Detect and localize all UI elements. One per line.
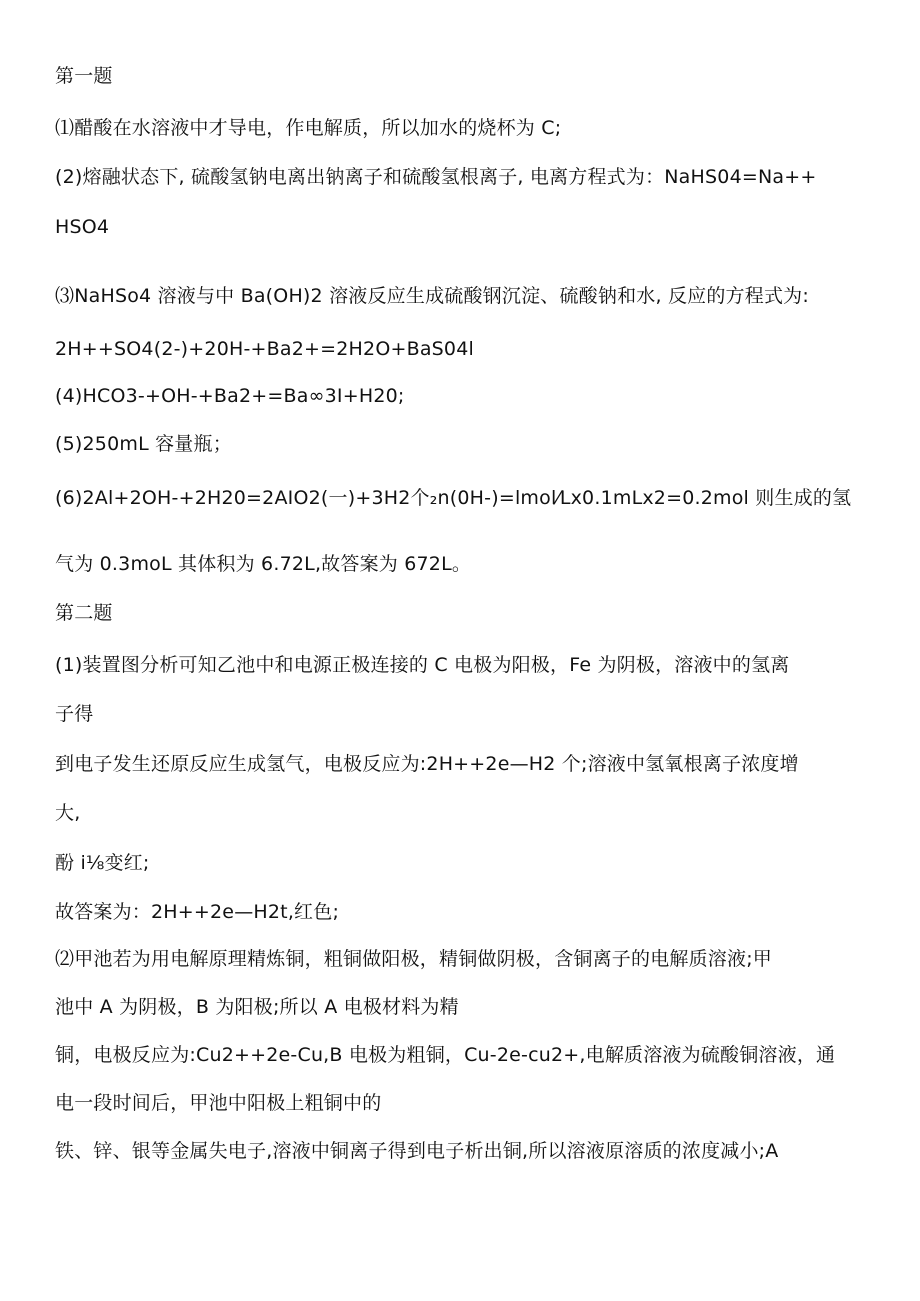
paragraph-line: 铜，电极反应为:Cu2++2e-Cu,B 电极为粗铜，Cu-2e-cu2+,电解质溶液为硫酸铜溶液，通 [55,1044,836,1066]
paragraph-line: 到电子发生还原反应生成氢气，电极反应为:2H++2e—H2 个;溶液中氢氧根离子浓度增 [55,753,799,775]
paragraph-line: 2H++SO4(2-)+20H-+Ba2+=2H2O+BaS04l [55,338,474,360]
paragraph-line: (2)熔融状态下, 硫酸氢钠电离出钠离子和硫酸氢根离子, 电离方程式为：NaHS04=Na++ [55,166,817,188]
paragraph-line: (5)250mL 容量瓶； [55,433,232,455]
paragraph-line: 故答案为：2H++2e—H2t,红色; [55,901,340,923]
paragraph-line: 电一段时间后，甲池中阳极上粗铜中的 [55,1092,382,1114]
paragraph-line: 大, [55,802,81,824]
paragraph-line: ⑶NaHSo4 溶液与中 Ba(OH)2 溶液反应生成硫酸钢沉淀、硫酸钠和水, 反应的方程式为: [55,285,809,307]
paragraph-line: 池中 A 为阴极，B 为阳极;所以 A 电极材料为精 [55,996,459,1018]
paragraph-line: 酚 i⅛变红; [55,852,150,874]
paragraph-line: 气为 0.3moL 其体积为 6.72L,故答案为 672L。 [55,553,472,575]
paragraph-line: 子得 [55,703,94,725]
paragraph-line: (1)装置图分析可知乙池中和电源正极连接的 C 电极为阳极，Fe 为阴极，溶液中的氢离 [55,654,790,676]
paragraph-line: (6)2Al+2OH-+2H20=2AIO2(一)+3H2个₂n(0H-)=lmol⁄Lx0.1mLx2=0.2mol 则生成的氢 [55,487,852,509]
paragraph-line: (4)HCO3-+OH-+Ba2+=Ba∞3I+H20; [55,385,405,407]
paragraph-line: ⑴醋酸在水溶液中才导电，作电解质，所以加水的烧杯为 C; [55,117,562,139]
paragraph-line: HSO4 [55,216,110,238]
heading-question-1: 第一题 [55,65,113,87]
paragraph-line: ⑵甲池若为用电解原理精炼铜，粗铜做阳极，精铜做阴极，含铜离子的电解质溶液;甲 [55,948,773,970]
paragraph-line: 铁、锌、银等金属失电子,溶液中铜离子得到电子析出铜,所以溶液原溶质的浓度减小;A [55,1140,779,1162]
heading-question-2: 第二题 [55,602,113,624]
